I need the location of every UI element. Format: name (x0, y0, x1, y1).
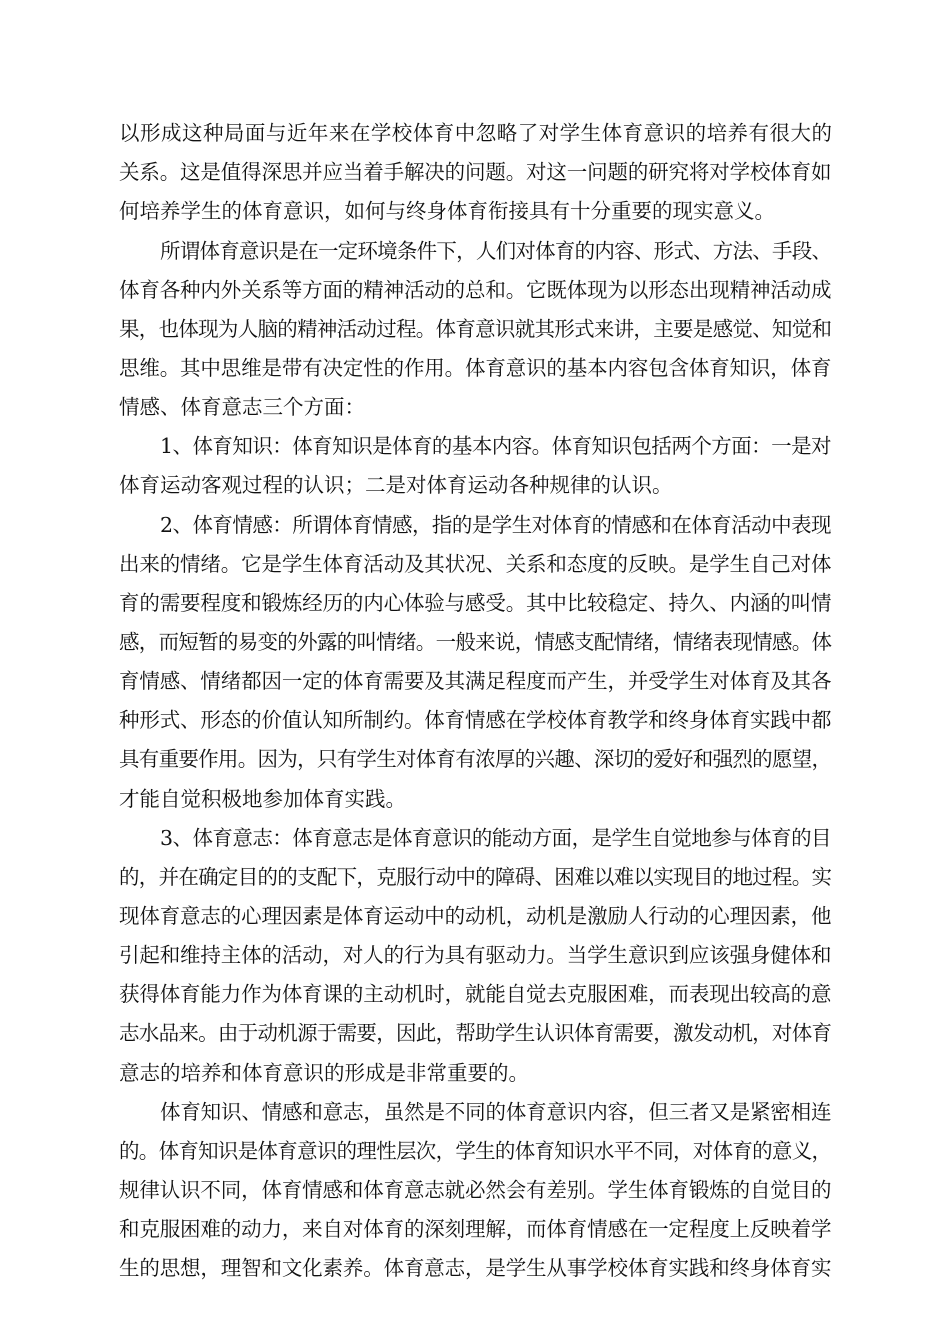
text-line: 育情感、情绪都因一定的体育需要及其满足程度而产生，并受学生对体育及其各 (119, 669, 832, 693)
text-line: 意志的培养和体育意识的形成是非常重要的。 (119, 1061, 529, 1085)
text-line: 具有重要作用。因为，只有学生对体育有浓厚的兴趣、深切的爱好和强烈的愿望， (119, 747, 832, 771)
text-line: 获得体育能力作为体育课的主动机时，就能自觉去克服困难，而表现出较高的意 (119, 982, 832, 1006)
text-line: 体育运动客观过程的认识；二是对体育运动各种规律的认识。 (119, 473, 673, 497)
text-line: 志水品来。由于动机源于需要，因此，帮助学生认识体育需要，激发动机，对体育 (119, 1021, 832, 1045)
text-line: 何培养学生的体育意识，如何与终身体育衔接具有十分重要的现实意义。 (119, 199, 775, 223)
text-line: 才能自觉积极地参加体育实践。 (119, 787, 406, 811)
text-line: 的，并在确定目的的支配下，克服行动中的障碍、困难以难以实现目的地过程。实 (119, 865, 832, 889)
text-line: 出来的情绪。它是学生体育活动及其状况、关系和态度的反映。是学生自己对体 (119, 552, 832, 576)
text-line: 体育各种内外关系等方面的精神活动的总和。它既体现为以形态出现精神活动成 (119, 278, 832, 302)
text-line: 感，而短暂的易变的外露的叫情绪。一般来说，情感支配情绪，情绪表现情感。体 (119, 630, 832, 654)
text-line: 所谓体育意识是在一定环境条件下，人们对体育的内容、形式、方法、手段、 (160, 239, 832, 263)
text-line: 的。体育知识是体育意识的理性层次，学生的体育知识水平不同，对体育的意义， (119, 1139, 832, 1163)
text-line: 关系。这是值得深思并应当着手解决的问题。对这一问题的研究将对学校体育如 (119, 160, 832, 184)
text-line: 种形式、形态的价值认知所制约。体育情感在学校体育教学和终身体育实践中都 (119, 708, 832, 732)
text-line: 和克服困难的动力，来自对体育的深刻理解，而体育情感在一定程度上反映着学 (119, 1217, 832, 1241)
text-line: 引起和维持主体的活动，对人的行为具有驱动力。当学生意识到应该强身健体和 (119, 943, 832, 967)
text-line: 思维。其中思维是带有决定性的作用。体育意识的基本内容包含体育知识，体育 (119, 356, 832, 380)
text-line: 以形成这种局面与近年来在学校体育中忽略了对学生体育意识的培养有很大的 (119, 121, 833, 145)
text-line: 3、体育意志：体育意志是体育意识的能动方面，是学生自觉地参与体育的目 (160, 826, 831, 850)
text-line: 1、体育知识：体育知识是体育的基本内容。体育知识包括两个方面：一是对 (160, 434, 831, 458)
text-line: 育的需要程度和锻炼经历的内心体验与感受。其中比较稳定、持久、内涵的叫情 (119, 591, 832, 615)
text-line: 生的思想，理智和文化素养。体育意志，是学生从事学校体育实践和终身体育实 (119, 1256, 832, 1280)
text-line: 情感、体育意志三个方面： (119, 395, 365, 419)
text-line: 规律认识不同，体育情感和体育意志就必然会有差别。学生体育锻炼的自觉目的 (119, 1178, 832, 1202)
text-line: 果，也体现为人脑的精神活动过程。体育意识就其形式来讲，主要是感觉、知觉和 (119, 317, 832, 341)
text-line: 2、体育情感：所谓体育情感，指的是学生对体育的情感和在体育活动中表现 (160, 513, 831, 537)
text-line: 体育知识、情感和意志，虽然是不同的体育意识内容，但三者又是紧密相连 (160, 1100, 832, 1124)
text-line: 现体育意志的心理因素是体育运动中的动机，动机是激励人行动的心理因素，他 (119, 904, 832, 928)
